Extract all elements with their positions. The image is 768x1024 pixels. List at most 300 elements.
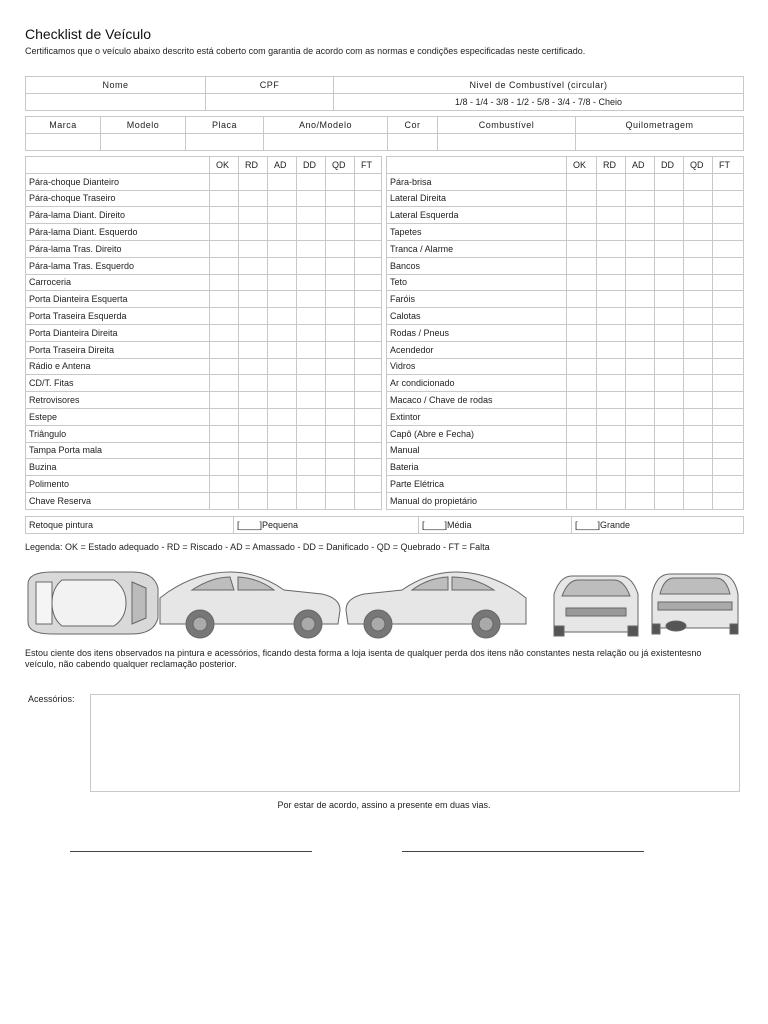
check-cell-dd[interactable] (297, 375, 326, 392)
check-cell-qd[interactable] (684, 442, 713, 459)
check-cell-ad[interactable] (626, 442, 655, 459)
check-cell-ad[interactable] (626, 341, 655, 358)
check-cell-qd[interactable] (326, 207, 355, 224)
check-cell-qd[interactable] (684, 392, 713, 409)
check-cell-ok[interactable] (210, 173, 239, 190)
check-cell-ok[interactable] (567, 442, 597, 459)
table-row (387, 492, 744, 509)
check-cell-dd[interactable] (655, 257, 684, 274)
check-cell-ft[interactable] (713, 358, 744, 375)
vehicle-field-1[interactable] (101, 134, 186, 151)
check-cell-ft[interactable] (355, 358, 382, 375)
check-cell-rd[interactable] (597, 274, 626, 291)
table-row (26, 224, 382, 241)
checklist-header-item (26, 157, 210, 174)
check-cell-dd[interactable] (297, 476, 326, 493)
checklist-item-label: Tapetes (387, 224, 567, 241)
check-cell-rd[interactable] (239, 442, 268, 459)
table-row (26, 207, 382, 224)
checklist-item-label: Bancos (387, 257, 567, 274)
check-cell-dd[interactable] (297, 224, 326, 241)
vehicle-field-5[interactable] (438, 134, 576, 151)
check-cell-ft[interactable] (355, 442, 382, 459)
table-row (26, 425, 382, 442)
check-cell-dd[interactable] (655, 459, 684, 476)
nome-field[interactable] (26, 94, 206, 111)
check-cell-qd[interactable] (326, 358, 355, 375)
check-cell-ad[interactable] (268, 358, 297, 375)
check-cell-qd[interactable] (684, 459, 713, 476)
check-cell-ok[interactable] (567, 408, 597, 425)
check-cell-ft[interactable] (713, 257, 744, 274)
table-row (26, 274, 382, 291)
check-cell-rd[interactable] (597, 375, 626, 392)
check-cell-ok[interactable] (210, 442, 239, 459)
check-cell-rd[interactable] (239, 459, 268, 476)
check-cell-rd[interactable] (597, 392, 626, 409)
accessories-box[interactable] (90, 694, 740, 792)
check-cell-ft[interactable] (355, 375, 382, 392)
check-cell-rd[interactable] (239, 324, 268, 341)
check-cell-rd[interactable] (597, 308, 626, 325)
check-cell-ft[interactable] (713, 425, 744, 442)
checklist-item-label: Pára-lama Diant. Direito (26, 207, 210, 224)
check-cell-ft[interactable] (713, 408, 744, 425)
check-cell-ad[interactable] (268, 492, 297, 509)
check-cell-rd[interactable] (597, 291, 626, 308)
check-cell-ft[interactable] (713, 224, 744, 241)
table-row (26, 341, 382, 358)
check-cell-ok[interactable] (210, 408, 239, 425)
checklist-item-label: Tampa Porta mala (26, 442, 210, 459)
check-cell-ft[interactable] (355, 341, 382, 358)
check-cell-ok[interactable] (567, 190, 597, 207)
check-cell-dd[interactable] (297, 291, 326, 308)
check-cell-ft[interactable] (355, 257, 382, 274)
car-front-view-icon (554, 576, 638, 636)
check-cell-ft[interactable] (355, 173, 382, 190)
check-cell-ft[interactable] (355, 308, 382, 325)
check-cell-rd[interactable] (597, 240, 626, 257)
checklist-header-dd: DD (655, 157, 684, 174)
checklist-item-label: Ar condicionado (387, 375, 567, 392)
check-cell-qd[interactable] (326, 492, 355, 509)
vehicle-field-4[interactable] (388, 134, 438, 151)
check-cell-dd[interactable] (297, 392, 326, 409)
check-cell-rd[interactable] (239, 341, 268, 358)
check-cell-rd[interactable] (597, 425, 626, 442)
check-cell-dd[interactable] (655, 224, 684, 241)
check-cell-dd[interactable] (297, 274, 326, 291)
retouch-large-option[interactable]: [____]Grande (572, 517, 744, 534)
check-cell-qd[interactable] (684, 224, 713, 241)
check-cell-ok[interactable] (210, 190, 239, 207)
checklist-item-label: Manual (387, 442, 567, 459)
table-row (387, 257, 744, 274)
check-cell-ft[interactable] (713, 476, 744, 493)
check-cell-ad[interactable] (626, 425, 655, 442)
check-cell-ok[interactable] (567, 392, 597, 409)
check-cell-ft[interactable] (713, 190, 744, 207)
check-cell-qd[interactable] (684, 408, 713, 425)
check-cell-dd[interactable] (655, 173, 684, 190)
check-cell-rd[interactable] (239, 476, 268, 493)
check-cell-ft[interactable] (355, 392, 382, 409)
check-cell-qd[interactable] (684, 492, 713, 509)
check-cell-rd[interactable] (239, 392, 268, 409)
check-cell-rd[interactable] (239, 224, 268, 241)
check-cell-qd[interactable] (326, 291, 355, 308)
check-cell-ad[interactable] (626, 492, 655, 509)
car-right-side-icon (160, 572, 340, 638)
check-cell-qd[interactable] (326, 442, 355, 459)
check-cell-ok[interactable] (210, 240, 239, 257)
check-cell-ft[interactable] (713, 459, 744, 476)
check-cell-rd[interactable] (239, 240, 268, 257)
check-cell-qd[interactable] (326, 224, 355, 241)
check-cell-ok[interactable] (210, 459, 239, 476)
vehicle-field-0[interactable] (26, 134, 101, 151)
check-cell-ft[interactable] (355, 291, 382, 308)
table-row (387, 324, 744, 341)
check-cell-dd[interactable] (297, 408, 326, 425)
check-cell-rd[interactable] (239, 425, 268, 442)
check-cell-ok[interactable] (210, 375, 239, 392)
check-cell-dd[interactable] (297, 492, 326, 509)
check-cell-qd[interactable] (684, 324, 713, 341)
check-cell-ok[interactable] (567, 425, 597, 442)
check-cell-ok[interactable] (567, 308, 597, 325)
check-cell-ad[interactable] (626, 459, 655, 476)
check-cell-ad[interactable] (268, 476, 297, 493)
check-cell-ad[interactable] (626, 476, 655, 493)
check-cell-qd[interactable] (684, 173, 713, 190)
check-cell-dd[interactable] (297, 207, 326, 224)
check-cell-ad[interactable] (268, 442, 297, 459)
check-cell-dd[interactable] (297, 442, 326, 459)
retouch-medium-option[interactable]: [____]Média (419, 517, 572, 534)
check-cell-ok[interactable] (567, 173, 597, 190)
check-cell-ad[interactable] (268, 224, 297, 241)
check-cell-dd[interactable] (297, 240, 326, 257)
check-cell-ad[interactable] (268, 173, 297, 190)
check-cell-dd[interactable] (297, 308, 326, 325)
retouch-small-option[interactable]: [____]Pequena (234, 517, 419, 534)
check-cell-ad[interactable] (626, 392, 655, 409)
checklist-item-label: Lateral Direita (387, 190, 567, 207)
check-cell-ad[interactable] (268, 308, 297, 325)
check-cell-ft[interactable] (355, 408, 382, 425)
check-cell-qd[interactable] (684, 358, 713, 375)
check-cell-ok[interactable] (567, 207, 597, 224)
check-cell-ad[interactable] (268, 291, 297, 308)
check-cell-rd[interactable] (239, 492, 268, 509)
check-cell-ad[interactable] (268, 341, 297, 358)
check-cell-qd[interactable] (326, 375, 355, 392)
check-cell-ok[interactable] (210, 425, 239, 442)
table-row (26, 173, 382, 190)
check-cell-ft[interactable] (713, 392, 744, 409)
check-cell-ft[interactable] (713, 324, 744, 341)
check-cell-ft[interactable] (355, 190, 382, 207)
check-cell-ok[interactable] (210, 324, 239, 341)
check-cell-ad[interactable] (268, 375, 297, 392)
check-cell-dd[interactable] (655, 308, 684, 325)
check-cell-qd[interactable] (326, 476, 355, 493)
checklist-header-rd: RD (239, 157, 268, 174)
accessories-label: Acessórios: (28, 694, 75, 704)
check-cell-qd[interactable] (684, 190, 713, 207)
table-row (387, 291, 744, 308)
check-cell-dd[interactable] (655, 392, 684, 409)
check-cell-ad[interactable] (268, 240, 297, 257)
check-cell-rd[interactable] (597, 442, 626, 459)
check-cell-rd[interactable] (597, 492, 626, 509)
check-cell-ad[interactable] (268, 274, 297, 291)
checklist-item-label: Faróis (387, 291, 567, 308)
check-cell-dd[interactable] (297, 358, 326, 375)
checklist-item-label: Teto (387, 274, 567, 291)
check-cell-qd[interactable] (326, 274, 355, 291)
check-cell-dd[interactable] (655, 190, 684, 207)
check-cell-rd[interactable] (597, 408, 626, 425)
check-cell-ad[interactable] (626, 291, 655, 308)
check-cell-ok[interactable] (210, 308, 239, 325)
check-cell-rd[interactable] (597, 257, 626, 274)
check-cell-ad[interactable] (268, 392, 297, 409)
vehicle-field-6[interactable] (576, 134, 744, 151)
check-cell-dd[interactable] (655, 408, 684, 425)
check-cell-rd[interactable] (239, 274, 268, 291)
check-cell-ok[interactable] (210, 274, 239, 291)
check-cell-qd[interactable] (684, 207, 713, 224)
check-cell-ft[interactable] (355, 274, 382, 291)
checklist-item-label: Lateral Esquerda (387, 207, 567, 224)
check-cell-ad[interactable] (268, 408, 297, 425)
check-cell-ft[interactable] (355, 224, 382, 241)
check-cell-ad[interactable] (626, 173, 655, 190)
check-cell-dd[interactable] (297, 190, 326, 207)
check-cell-ok[interactable] (567, 274, 597, 291)
check-cell-ad[interactable] (626, 358, 655, 375)
check-cell-qd[interactable] (326, 392, 355, 409)
check-cell-qd[interactable] (684, 375, 713, 392)
table-row (387, 274, 744, 291)
check-cell-ok[interactable] (567, 257, 597, 274)
check-cell-rd[interactable] (597, 190, 626, 207)
check-cell-ft[interactable] (713, 492, 744, 509)
check-cell-dd[interactable] (655, 375, 684, 392)
check-cell-ok[interactable] (567, 459, 597, 476)
check-cell-ft[interactable] (355, 425, 382, 442)
check-cell-qd[interactable] (684, 240, 713, 257)
check-cell-ft[interactable] (355, 476, 382, 493)
check-cell-ad[interactable] (268, 324, 297, 341)
check-cell-ok[interactable] (210, 341, 239, 358)
check-cell-rd[interactable] (597, 459, 626, 476)
check-cell-ad[interactable] (626, 224, 655, 241)
check-cell-dd[interactable] (655, 358, 684, 375)
check-cell-ft[interactable] (355, 207, 382, 224)
check-cell-ok[interactable] (567, 291, 597, 308)
check-cell-dd[interactable] (655, 476, 684, 493)
check-cell-ft[interactable] (355, 324, 382, 341)
check-cell-qd[interactable] (326, 324, 355, 341)
check-cell-rd[interactable] (239, 291, 268, 308)
check-cell-qd[interactable] (326, 425, 355, 442)
check-cell-rd[interactable] (239, 358, 268, 375)
check-cell-ad[interactable] (268, 190, 297, 207)
check-cell-ok[interactable] (210, 257, 239, 274)
check-cell-rd[interactable] (597, 358, 626, 375)
check-cell-ok[interactable] (567, 492, 597, 509)
check-cell-ft[interactable] (355, 492, 382, 509)
check-cell-ok[interactable] (567, 324, 597, 341)
check-cell-ft[interactable] (713, 442, 744, 459)
check-cell-ad[interactable] (626, 408, 655, 425)
check-cell-qd[interactable] (326, 459, 355, 476)
check-cell-ad[interactable] (626, 274, 655, 291)
check-cell-ok[interactable] (567, 358, 597, 375)
check-cell-ft[interactable] (355, 459, 382, 476)
check-cell-rd[interactable] (597, 224, 626, 241)
check-cell-rd[interactable] (597, 324, 626, 341)
check-cell-dd[interactable] (297, 324, 326, 341)
check-cell-qd[interactable] (326, 240, 355, 257)
table-row (26, 291, 382, 308)
checklist-item-label: Triângulo (26, 425, 210, 442)
check-cell-qd[interactable] (684, 476, 713, 493)
vehicle-field-3[interactable] (264, 134, 388, 151)
check-cell-qd[interactable] (326, 257, 355, 274)
check-cell-rd[interactable] (239, 375, 268, 392)
check-cell-dd[interactable] (655, 274, 684, 291)
check-cell-qd[interactable] (326, 190, 355, 207)
check-cell-dd[interactable] (655, 207, 684, 224)
check-cell-ok[interactable] (210, 207, 239, 224)
table-row (26, 324, 382, 341)
check-cell-ok[interactable] (567, 476, 597, 493)
check-cell-qd[interactable] (326, 308, 355, 325)
check-cell-dd[interactable] (297, 425, 326, 442)
check-cell-rd[interactable] (239, 257, 268, 274)
check-cell-ft[interactable] (713, 207, 744, 224)
check-cell-ad[interactable] (268, 207, 297, 224)
check-cell-dd[interactable] (297, 173, 326, 190)
check-cell-rd[interactable] (239, 408, 268, 425)
check-cell-rd[interactable] (239, 190, 268, 207)
check-cell-ok[interactable] (210, 291, 239, 308)
check-cell-ok[interactable] (210, 224, 239, 241)
checklist-item-label: Porta Traseira Direita (26, 341, 210, 358)
check-cell-ad[interactable] (268, 425, 297, 442)
check-cell-qd[interactable] (684, 291, 713, 308)
check-cell-ft[interactable] (355, 240, 382, 257)
checklist-header-dd: DD (297, 157, 326, 174)
check-cell-ft[interactable] (713, 341, 744, 358)
check-cell-rd[interactable] (597, 173, 626, 190)
check-cell-ad[interactable] (626, 240, 655, 257)
check-cell-rd[interactable] (239, 173, 268, 190)
check-cell-dd[interactable] (297, 341, 326, 358)
vehicle-diagram[interactable] (22, 568, 744, 640)
check-cell-ad[interactable] (626, 324, 655, 341)
check-cell-qd[interactable] (684, 257, 713, 274)
check-cell-dd[interactable] (655, 425, 684, 442)
check-cell-ft[interactable] (713, 375, 744, 392)
check-cell-dd[interactable] (297, 257, 326, 274)
check-cell-ok[interactable] (210, 392, 239, 409)
check-cell-ft[interactable] (713, 240, 744, 257)
checklist-header-ft: FT (713, 157, 744, 174)
check-cell-ad[interactable] (626, 207, 655, 224)
checklist-item-label: Estepe (26, 408, 210, 425)
checklist-item-label: Pára-choque Traseiro (26, 190, 210, 207)
check-cell-ad[interactable] (268, 257, 297, 274)
check-cell-ok[interactable] (210, 358, 239, 375)
vehicle-header-3: Ano/Modelo (264, 117, 388, 134)
check-cell-ft[interactable] (713, 274, 744, 291)
check-cell-rd[interactable] (239, 308, 268, 325)
check-cell-ok[interactable] (567, 240, 597, 257)
vehicle-field-2[interactable] (186, 134, 264, 151)
signature-line-left[interactable] (70, 851, 312, 852)
table-row (387, 442, 744, 459)
check-cell-ad[interactable] (626, 190, 655, 207)
check-cell-qd[interactable] (684, 308, 713, 325)
check-cell-ok[interactable] (567, 224, 597, 241)
notice-text: Estou ciente dos itens observados na pintura e acessórios, ficando desta forma a loja isenta de qualquer perda dos itens não constantes nesta relação ou já existentesno veículo, não cabendo qualquer reclamação posterior. (25, 648, 702, 669)
retouch-table (25, 516, 744, 534)
check-cell-ok[interactable] (567, 375, 597, 392)
check-cell-dd[interactable] (655, 240, 684, 257)
check-cell-ft[interactable] (713, 308, 744, 325)
check-cell-rd[interactable] (597, 476, 626, 493)
check-cell-qd[interactable] (326, 408, 355, 425)
check-cell-qd[interactable] (684, 274, 713, 291)
check-cell-qd[interactable] (326, 173, 355, 190)
check-cell-ok[interactable] (210, 476, 239, 493)
checklist-item-label: Porta Dianteira Esquerta (26, 291, 210, 308)
check-cell-dd[interactable] (655, 341, 684, 358)
checklist-item-label: Rodas / Pneus (387, 324, 567, 341)
check-cell-ft[interactable] (713, 173, 744, 190)
check-cell-ad[interactable] (626, 375, 655, 392)
check-cell-dd[interactable] (655, 442, 684, 459)
check-cell-qd[interactable] (684, 425, 713, 442)
check-cell-ok[interactable] (210, 492, 239, 509)
check-cell-dd[interactable] (297, 459, 326, 476)
check-cell-rd[interactable] (597, 207, 626, 224)
check-cell-ok[interactable] (567, 341, 597, 358)
check-cell-dd[interactable] (655, 291, 684, 308)
checklist-item-label: Buzina (26, 459, 210, 476)
check-cell-rd[interactable] (239, 207, 268, 224)
check-cell-rd[interactable] (597, 341, 626, 358)
fuel-scale[interactable]: 1/8 - 1/4 - 3/8 - 1/2 - 5/8 - 3/4 - 7/8 - Cheio (334, 94, 744, 111)
signature-line-right[interactable] (402, 851, 644, 852)
check-cell-ad[interactable] (626, 308, 655, 325)
check-cell-dd[interactable] (655, 324, 684, 341)
check-cell-qd[interactable] (326, 341, 355, 358)
cpf-field[interactable] (206, 94, 334, 111)
check-cell-ft[interactable] (713, 291, 744, 308)
check-cell-ad[interactable] (268, 459, 297, 476)
check-cell-ad[interactable] (626, 257, 655, 274)
check-cell-qd[interactable] (684, 341, 713, 358)
check-cell-dd[interactable] (655, 492, 684, 509)
table-row (387, 358, 744, 375)
